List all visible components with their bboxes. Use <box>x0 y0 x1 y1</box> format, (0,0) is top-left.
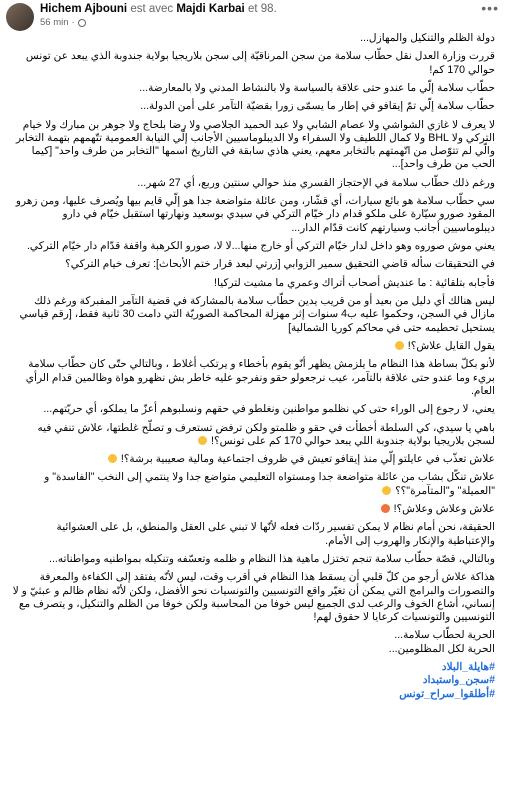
post-paragraph-with-emoji: باهي يا سيدي، كي السلطة أخطأت في حقو و ظلمتو ولكن ترفض تستعرف و تصلّح غلطتها، علاش تنفي فيه لسجن بلاريجيا بولاية جندوبة اللي يبعد حوالي 170 كم على تونس؟! <box>37 421 495 447</box>
author-name[interactable]: Hichem Ajbouni <box>40 3 128 15</box>
post-paragraph: وبالتالي، قصّة حطّاب سلامة تنجم تختزل ماهية هذا النظام و ظلمه وتعسّفه وتنكيله بمواطنيه ومواطناته... <box>49 553 495 566</box>
thinking-emoji-icon <box>108 454 117 463</box>
thinking-emoji-icon <box>382 486 391 495</box>
hashtag-list <box>10 661 495 701</box>
post-paragraph: ليس هنالك أي دليل من بعيد أو من قريب يدين حطّاب سلامة بالمشاركة في قضية التآمر المفبركة ورغم ذلك مازال في السجن، وحكموا عليه ب4 سنوات إثر مهزلة المحاكمة الصوريّة التي دامت 30 ثانية فقط، [رقم قياسي يستحيل تحطيمه حتى في محاكم كوريا الشمالية] <box>19 295 495 334</box>
author-line <box>40 2 481 16</box>
hashtag-link[interactable]: #أطلقوا_سراح_تونس <box>399 687 495 700</box>
post-paragraph: حطّاب سلامة إلّي تمّ إيقافو في إطار ما يسمّى زورا بقضيّة التآمر على أمن الدولة... <box>140 100 495 113</box>
post-paragraph: الحرية لكل المظلومين... <box>388 642 495 655</box>
post-paragraph: لا يعرف لا غازي الشواشي ولا عصام الشابي ولا عبد الحميد الجلاصي ولا رضا بلحاج ولا جوهر بن مبارك ولا خيام التركي ولا BHL ولا كمال اللطيف ولا السفراء ولا الديبلوماسيين الأجانب إلّي النيابة العمومية تتّهمهم بتهمة التخابر والّي لم تتوّصل من اتّهمتهم بالتخابر معهم، يعني هاذي سابقة في التاريخ اسمها "التخابر من طرف واحد" [كيما الحب من طرف واحد]... <box>15 118 495 171</box>
post-header <box>0 0 507 32</box>
tagged-user[interactable]: Majdi Karbai <box>176 3 245 15</box>
angry-emoji-icon <box>381 504 390 513</box>
post-time[interactable]: 56 min <box>40 17 69 28</box>
post-paragraph-with-emoji: علاش تعذّب في عايلتو إلّي منذ إيقافو تعيش في ظروف اجتماعية ومالية صعيبية برشة؟! <box>10 453 495 466</box>
post-paragraph: حطّاب سلامة إلّي ما عندو حتى علاقة بالسياسة ولا بالنشاط المدني ولا بالمعارضة... <box>139 81 495 94</box>
post-paragraph: دولة الظلم والتنكيل والمهازل... <box>360 32 495 44</box>
post-time-line: 56 min · <box>40 16 481 30</box>
post-body <box>0 32 507 701</box>
post-paragraph: قررت وزارة العدل نقل حطّاب سلامة من سجن المرناقيّة إلى سجن بلاريجيا بولاية جندوبة الذي يبعد عن تونس حوالي 170 كم! <box>25 50 495 76</box>
hashtag-link[interactable]: #هايلة_البلاد <box>441 661 495 674</box>
thinking-emoji-icon <box>198 436 207 445</box>
post-paragraph: فأجابه بتلقائية : ما عنديش أصحاب أتراك وعمري ما مشيت لتركيا! <box>214 276 495 289</box>
globe-icon <box>78 19 86 27</box>
ellipsis-icon[interactable]: ••• <box>481 0 499 16</box>
with-text: est avec <box>130 3 174 15</box>
post-paragraph: ورغم ذلك حطّاب سلامة في الإحتجاز القسري منذ حوالي سنتين وربع، أي 27 شهر... <box>137 176 495 189</box>
and-more-text[interactable]: et 98. <box>247 3 277 15</box>
thinking-emoji-icon <box>395 341 404 350</box>
post-paragraph: هذاكة علاش أرجو من كلّ قلبي أن يسقط هذا النظام في أقرب وقت، ليس لأنّه يفتقد إلى الكفاءة والمعرفة والتصورات والبرامج التي يمكن أن تغيّر واقع التونسيين والتونسيات نحو الأفضل، ولكن لأنّه نظام ظالم و عبثيّ و لا إنساني، أشاع الخوف والرعب لدى الجميع ليس خوفا من المحاسبة ولكن خوفا من الظلم والتنكيل، و يتصرف مع التونسيين والتونسيات كرعايا لا حقوق لهم! <box>12 571 495 624</box>
post-paragraph: يعني موش صوروه وهو داخل لدار خيّام التركي أو خارج منها...لا لا، صورو الكرهبة واقفة قدّام دار خيّام التركي. <box>26 239 495 252</box>
post-paragraph: يعني، لا رجوع إلى الوراء حتى كي نظلمو مواطنين ونغلطو في حقهم ونسلبوهم أعزّ ما يملكو، أي حريّتهم... <box>43 403 495 416</box>
post-meta <box>40 2 481 30</box>
hashtag-link[interactable]: #سجن_واستبداد <box>422 674 495 687</box>
post-paragraph-with-emoji: علاش تنكّل بشاب من عائلة متواضعة جدا ومستواه التعليمي متواضع جدا ولا ينتمي إلى النخب "الفاسدة" و "العميلة" و"المتآمرة"؟؟ <box>44 471 495 497</box>
post-paragraph: سي حطّاب سلامة هو بائع سيارات، أي قشّار، ومن عائلة متواضعة جدا هو إلّي قايم بيها ويُصرف عليها، ومن زهرو المقود صورو سيّارة على ملكو قدام دار خيّام التركي في سيدي بوسعيد ونهارتها استقبل خيّام في دارو ديبلوماسيين أجانب وسيارتهم كانت قدّام الدار... <box>15 195 495 234</box>
post-paragraph-with-emoji: علاش وعلاش وعلاش؟! <box>10 503 495 516</box>
post-paragraph: في التحقيقات سأله قاضي التحقيق سمير الزوابي [زرتي لبعد قرار ختم الأبحاث]: تعرف خيام التركي؟ <box>65 258 495 271</box>
post-paragraph: الحرية لحطّاب سلامة... <box>394 629 495 642</box>
author-avatar[interactable] <box>6 3 34 31</box>
post-paragraph-with-emoji: يقول القايل علاش؟! <box>10 340 495 353</box>
post-paragraph: لأنو بكلّ بساطة هذا النظام ما يلزمش يظهر أنّو يقوم بأخطاء و يرتكب أغلاط ، وبالتالي حتّى كان حطّاب سلامة بريء وما عندو حتى علاقة بالتآمر، عيب نرجعولو حقو ونفرجو عليه خاطر بش نظهرو هواة وظالمين قدام الرأي العام. <box>25 358 495 397</box>
post-paragraph: الحقيقة، نحن أمام نظام لا يمكن تفسير ردّات فعله لأنّها لا تبني على العقل والمنطق، بل على العشوائية والإعتباطية والإنكار والهروب إلى الأمام. <box>56 521 495 547</box>
